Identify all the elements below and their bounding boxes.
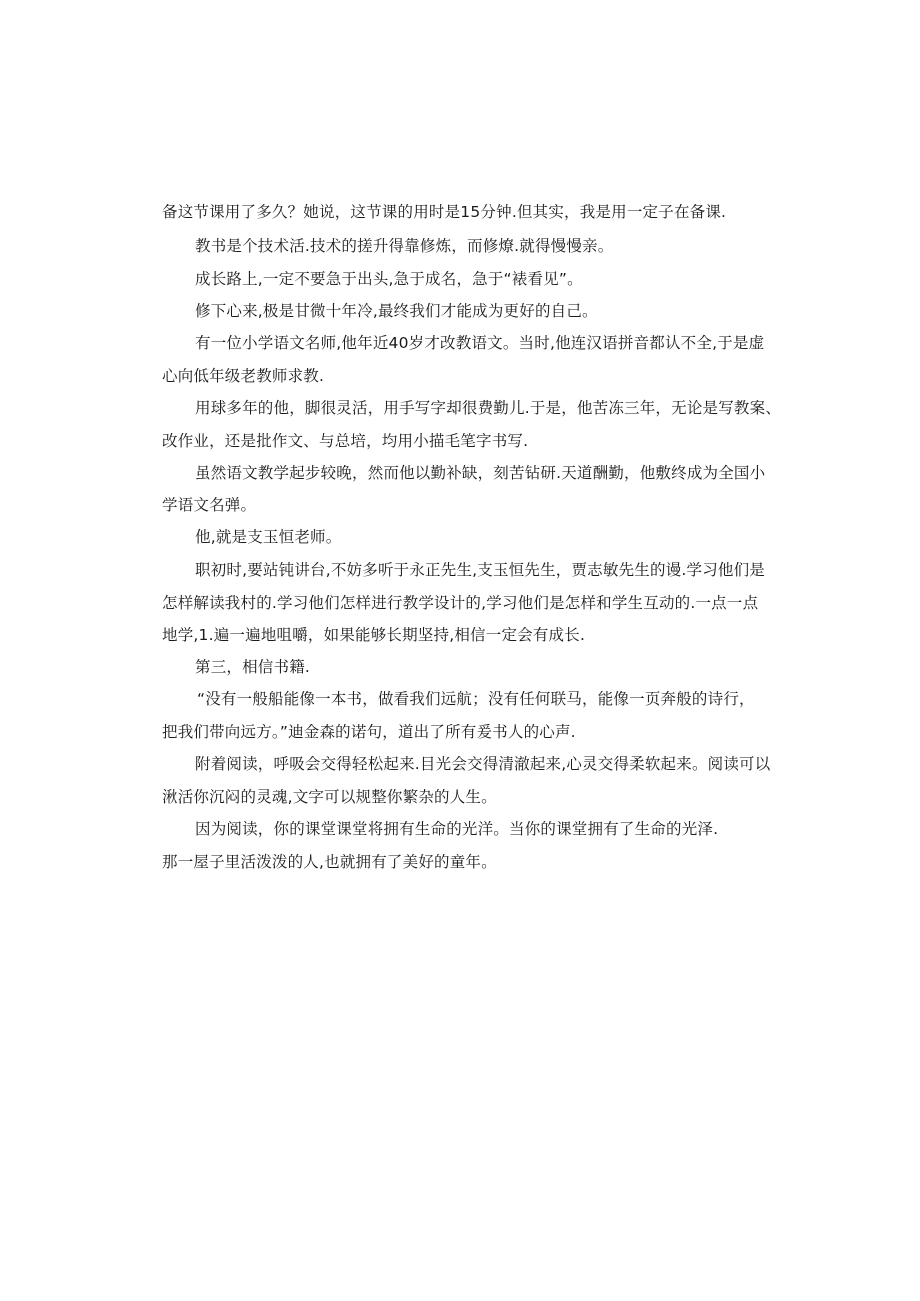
text-line-18: 附着阅读，呼吸会交得轻松起来.目光会交得清澈起来,心灵交得柔软起来。阅读可以 (195, 755, 771, 773)
text-line-16: “没有一般船能像一本书，做看我们远航；没有任何联马，能像一页奔般的诗行， (197, 690, 755, 708)
text-line-10: 学语文名弹。 (162, 496, 257, 514)
text-line-13: 怎样解读我村的.学习他们怎样进行教学设计的,学习他们是怎样和学生互动的.一点一点 (162, 594, 759, 612)
text-line-8: 改作业，还是批作文、与总培，均用小描毛笔字书写. (162, 432, 529, 450)
text-line-1: 备这节课用了多久？她说，这节课的用时是15分钟.但其实，我是用一定子在备课. (162, 203, 727, 221)
text-line-20: 因为阅读，你的课堂课堂将拥有生命的光洋。当你的课堂拥有了生命的光泽. (195, 820, 719, 838)
text-line-5: 有一位小学语文名师,他年近40岁才改教语文。当时,他连汉语拼音都认不全,于是虚 (195, 334, 765, 352)
text-line-14: 地学,1.遍一遍地咀嚼，如果能够长期坚持,相信一定会有成长. (162, 626, 586, 644)
text-line-9: 虽然语文教学起步较晚，然而他以勤补缺，刻苦钻研.天道酬勤，他敷终成为全国小 (195, 464, 766, 482)
text-line-6: 心向低年级老教师求教. (162, 367, 325, 385)
text-line-7: 用球多年的他，脚很灵活，用手写字却很费勤儿.于是，他苦冻三年，无论是写教案、 (195, 399, 782, 417)
text-line-15: 第三，相信书籍. (195, 658, 311, 676)
text-line-12: 职初时,要站钝讲台,不妨多听于永正先生,支玉恒先生，贾志敏先生的谩.学习他们是 (195, 561, 766, 579)
text-line-3: 成长路上,一定不要急于出头,急于成名，急于“裱看见”。 (195, 270, 583, 288)
text-line-21: 那一屋子里活泼泼的人,也就拥有了美好的童年。 (162, 853, 497, 871)
text-line-4: 修下心来,极是甘微十年冷,最终我们才能成为更好的自己。 (195, 302, 598, 320)
text-line-2: 教书是个技术活.技术的搓升得靠修炼，而修燎.就得慢慢亲。 (195, 237, 614, 255)
text-line-17: 把我们带向远方。”迪金森的诺句，道出了所有爰书人的心声. (162, 723, 576, 741)
text-line-19: 湫活你沉闷的灵魂,文字可以规整你繁杂的人生。 (162, 788, 497, 806)
text-line-11: 他,就是支玉恒老师。 (195, 528, 342, 546)
